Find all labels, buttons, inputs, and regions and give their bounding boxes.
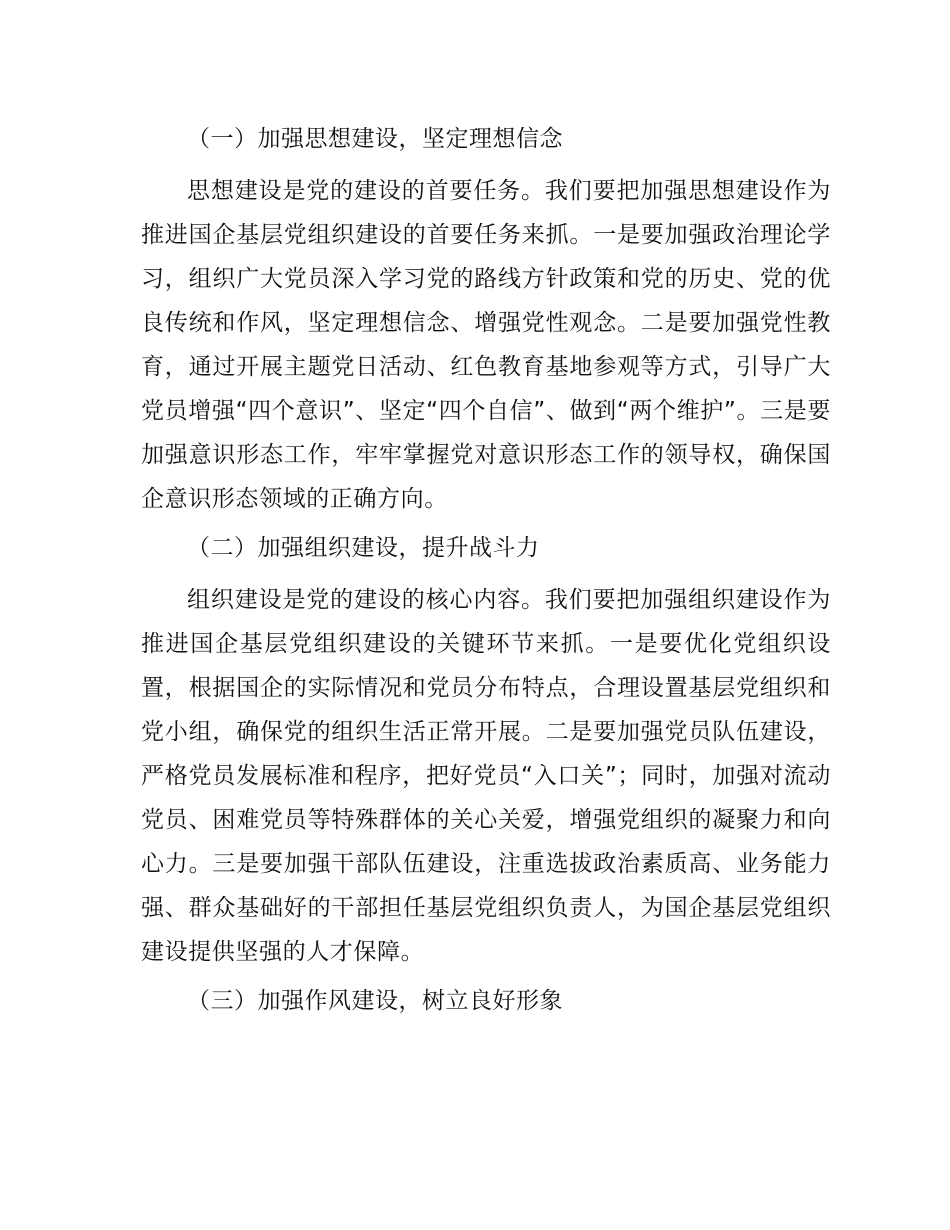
section-heading-1: （一）加强思想建设，坚定理想信念 (187, 126, 563, 152)
document-body (141, 118, 831, 1023)
section-paragraph-1: 思想建设是党的建设的首要任务。我们要把加强思想建设作为推进国企基层党组织建设的首要任务来抓。一是要加强政治理论学习，组织广大党员深入学习党的路线方针政策和党的历史、党的优良传统和作风，坚定理想信念、增强党性观念。二是要加强党性教育，通过开展主题党日活动、红色教育基地参观等方式，引导广大党员增强“四个意识”、坚定“四个自信”、做到“两个维护”。三是要加强意识形态工作，牢牢掌握党对意识形态工作的领导权，确保国企意识形态领域的正确方向。 (141, 178, 831, 512)
section-paragraph-2: 组织建设是党的建设的核心内容。我们要把加强组织建设作为推进国企基层党组织建设的关键环节来抓。一是要优化党组织设置，根据国企的实际情况和党员分布特点，合理设置基层党组织和党小组，确保党的组织生活正常开展。二是要加强党员队伍建设，严格党员发展标准和程序，把好党员“入口关”；同时，加强对流动党员、困难党员等特殊群体的关心关爱，增强党组织的凝聚力和向心力。三是要加强干部队伍建设，注重选拔政治素质高、业务能力强、群众基础好的干部担任基层党组织负责人，为国企基层党组织建设提供坚强的人才保障。 (141, 587, 831, 965)
section-heading-2: （二）加强组织建设，提升战斗力 (187, 535, 540, 561)
section-heading-3: （三）加强作风建设，树立良好形象 (187, 988, 563, 1014)
